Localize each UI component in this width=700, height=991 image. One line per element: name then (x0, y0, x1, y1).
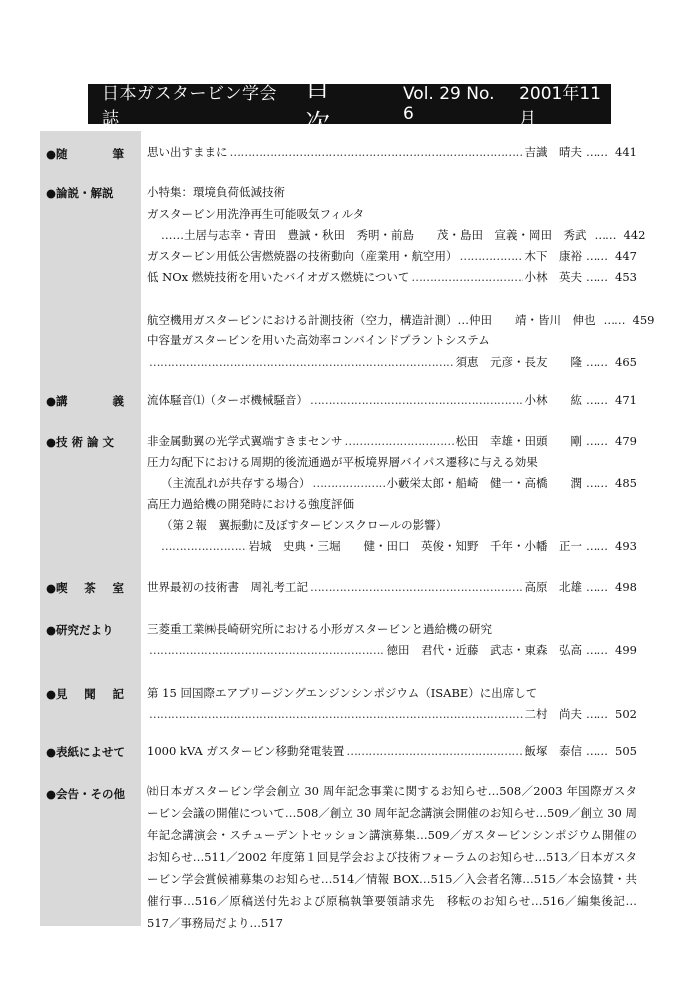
issue-date: 2001年11月 (519, 84, 601, 129)
toc-entry[interactable]: …………………………………………………………………………………………………………………………………………………………………………………………………………………… 徳田 君代・近藤 武志・東森 弘高 …… 499 (147, 643, 637, 657)
category-cover: ●表紙によせて (46, 745, 126, 759)
journal-name: 日本ガスタービン学会誌 (102, 84, 277, 129)
toc-entry[interactable]: 非金属動翼の光学式翼端すきまセンサ …………………………………………………………………………………………………………………………………………………………………………………………………………………… 松田 幸雄・田頭 剛 …… 479 (147, 434, 637, 448)
category-cafe: ●喫 茶 室 (46, 581, 124, 595)
toc-entry-title[interactable]: 高圧力過給機の開発時における強度評価 (147, 497, 354, 511)
category-notices: ●会告・その他 (46, 787, 126, 801)
toc-entry[interactable]: （主流乱れが共存する場合） …………………………………………………………………………………………………………………………………………………………………………………………………………………… 小藪栄太郎・船崎 健一・高橋 潤 …… 485 (147, 476, 637, 490)
category-lab: ●研究だより (46, 623, 114, 637)
page-title: 目 次 (304, 73, 338, 138)
toc-entry-title[interactable]: 第 15 回国際エアブリージングエンジンシンポジウム（ISABE）に出席して (147, 686, 538, 700)
toc-entry-subtitle: （第２報 翼振動に及ぼすタービンスクロールの影響） (161, 518, 448, 532)
volume-number: Vol. 29 No. 6 (403, 84, 495, 124)
toc-entry-title[interactable]: 圧力勾配下における周期的後流通過が平板境界層バイパス遷移に与える効果 (147, 455, 538, 469)
notices-paragraph: ㈳日本ガスタービン学会創立 30 周年記念事業に関するお知らせ…508／2003 年国際ガスタービン会議の開催について…508／創立 30 周年記念講演会開催のお知らせ…509／創立 30 周年記念講演会・スチューデントセッション講演募集…509／ガスタービンシンポジウム開催のお知らせ…511／2002 年度第１回見学会および技術フォーラムのお知らせ…513／日本ガスタービン学会賞候補募集のお知らせ…514／情報 BOX…515／入会者名簿…515／本会協賛・共催行事…516／原稿送付先および原稿執筆要領請求先 移転のお知らせ…516／編集後記…517／事務局だより…517 (147, 784, 637, 930)
toc-entry[interactable]: 流体騒音⑴（ターボ機械騒音） …………………………………………………………………………………………………………………………………………………………………………………………………………………… 小林 紘 …… 471 (147, 393, 637, 407)
toc-entry[interactable]: 思い出すままに …………………………………………………………………………………………………………………………………………………………………………………………………………………… 吉識 晴夫 …… 441 (147, 145, 637, 159)
toc-entry[interactable]: …………………………………………………………………………………………………………………………………………………………………………………………………………………… 二村 尚夫 …… 502 (147, 707, 637, 721)
toc-entry[interactable]: …………………………………………………………………………………………………………………………………………………………………………………………………………………… 岩城 史典・三堀 健・田口 英俊・知野 千年・小幡 正一 …… 493 (147, 539, 637, 553)
toc-entry[interactable]: ガスタービン用低公害燃焼器の技術動向（産業用・航空用） …………………………………………………………………………………………………………………………………………………………………………………………………………………… 木下 康裕 …… 447 (147, 249, 637, 263)
toc-entry[interactable]: 1000 kVA ガスタービン移動発電装置 …………………………………………………………………………………………………………………………………………………………………………………………………………………… 飯塚 泰信 …… 505 (147, 744, 637, 758)
toc-entry-title[interactable]: 三菱重工業㈱長崎研究所における小形ガスタービンと過給機の研究 (147, 622, 492, 636)
toc-entry-title[interactable]: ガスタービン用洗浄再生可能吸気フィルタ (147, 207, 365, 221)
header-bar (88, 73, 611, 138)
toc-entry[interactable]: 航空機用ガスタービンにおける計測技術（空力，構造計測）…仲田 靖・皆川 伸也 …… 459 (147, 313, 655, 327)
toc-entry[interactable]: 世界最初の技術書 周礼考工記 …………………………………………………………………………………………………………………………………………………………………………………………………………………… 高原 北雄 …… 498 (147, 580, 637, 594)
category-report: ●見 聞 記 (46, 687, 124, 701)
toc-entry[interactable]: 低 NOx 燃焼技術を用いたバイオガス燃焼について …………………………………………………………………………………………………………………………………………………………………………………………………………………… 小林 英夫 …… 453 (147, 270, 637, 284)
toc-entry-title[interactable]: 中容量ガスタービンを用いた高効率コンバインドプラントシステム (147, 333, 490, 347)
category-essay: ●随 筆 (46, 147, 124, 161)
category-sidebar (40, 131, 141, 926)
category-review: ●論説・解説 (46, 186, 114, 200)
section-subheading: 小特集：環境負荷低減技術 (147, 185, 285, 199)
toc-entry[interactable]: ……土居与志幸・青田 豊誠・秋田 秀明・前島 茂・島田 宣義・岡田 秀武 …… 442 (161, 228, 646, 242)
category-lecture: ●講 義 (46, 394, 124, 408)
category-tech-paper: ●技 術 論 文 (46, 435, 115, 449)
toc-entry[interactable]: …………………………………………………………………………………………………………………………………………………………………………………………………………………… 須恵 元彦・長友 隆 …… 465 (147, 355, 637, 369)
